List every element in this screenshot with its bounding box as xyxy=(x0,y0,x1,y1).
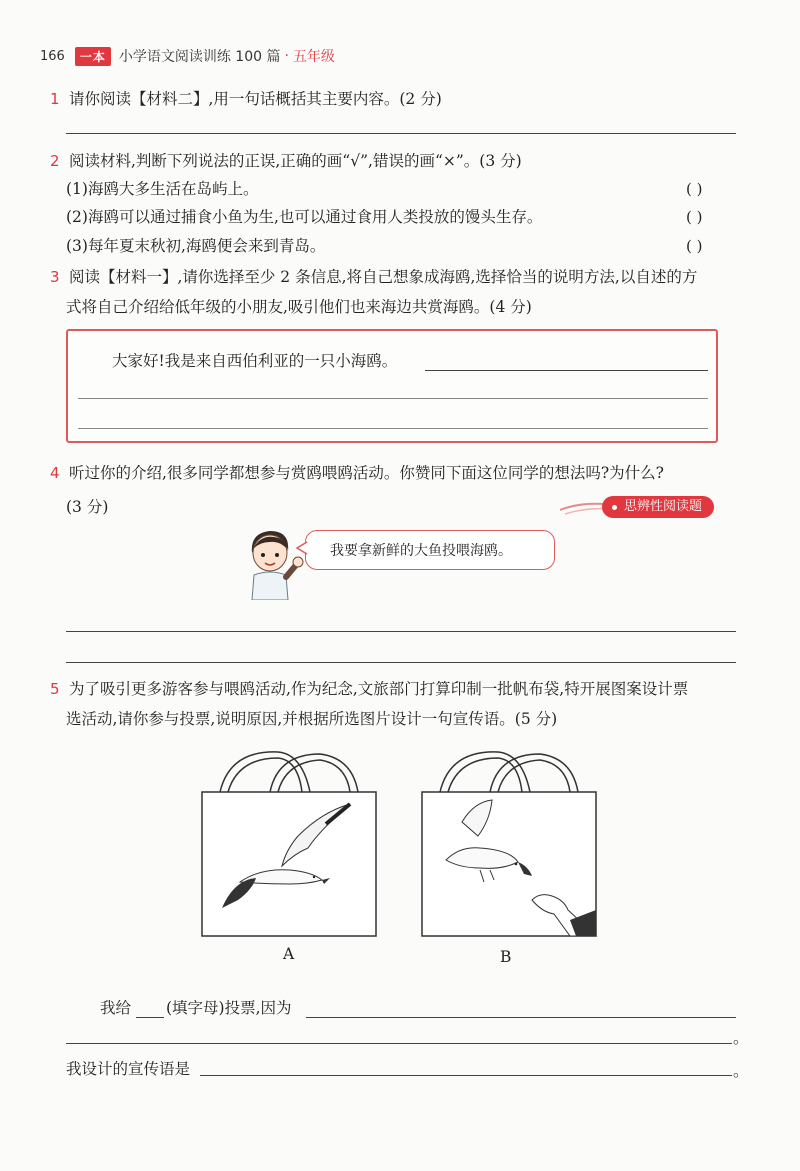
boy-illustration-icon xyxy=(240,525,310,600)
tote-bag-a-icon[interactable] xyxy=(200,750,380,940)
reason-line-1[interactable] xyxy=(306,1017,736,1018)
judgment-paren-3[interactable]: ( ) xyxy=(686,237,703,255)
tote-bag-b-icon[interactable] xyxy=(420,750,600,940)
slogan-line[interactable] xyxy=(200,1075,732,1076)
box-line-3[interactable] xyxy=(78,428,708,429)
answer-line-q1[interactable] xyxy=(66,133,736,134)
speech-text: 我要拿新鲜的大鱼投喂海鸥。 xyxy=(330,543,512,559)
question-number: 1 xyxy=(50,90,60,108)
critical-reading-tag: 思辨性阅读题 xyxy=(602,496,714,518)
question-text-line2: 选活动,请你参与投票,说明原因,并根据所选图片设计一句宣传语。(5 分) xyxy=(66,710,558,728)
question-1 xyxy=(50,88,442,110)
option-b-label: B xyxy=(500,948,512,966)
judgment-item-1: (1)海鸥大多生活在岛屿上。 xyxy=(66,180,259,198)
vote-middle-text: (填字母)投票,因为 xyxy=(166,999,292,1017)
question-number: 4 xyxy=(50,464,60,482)
question-number: 2 xyxy=(50,152,60,170)
question-5 xyxy=(50,678,688,700)
judgment-item-3: (3)每年夏末秋初,海鸥便会来到青岛。 xyxy=(66,237,326,255)
page-number: 166 xyxy=(40,48,65,64)
slogan-prefix: 我设计的宣传语是 xyxy=(66,1060,191,1078)
box-line-2[interactable] xyxy=(78,398,708,399)
option-a-label: A xyxy=(283,945,295,963)
question-text-line1: 听过你的介绍,很多同学都想参与赏鸥喂鸥活动。你赞同下面这位同学的想法吗?为什么? xyxy=(68,464,664,482)
judgment-paren-2[interactable]: ( ) xyxy=(686,208,703,226)
title-separator: · xyxy=(284,48,289,64)
question-text-line2: 式将自己介绍给低年级的小朋友,吸引他们也来海边共赏海鸥。(4 分) xyxy=(66,298,532,316)
box-opening-sentence: 大家好!我是来自西伯利亚的一只小海鸥。 xyxy=(112,352,398,370)
judgment-paren-1[interactable]: ( ) xyxy=(686,180,703,198)
question-number: 3 xyxy=(50,268,60,286)
answer-line-q4-2[interactable] xyxy=(66,662,736,663)
question-4 xyxy=(50,462,664,484)
book-logo: 一本 xyxy=(75,47,111,66)
question-text-line2: (3 分) xyxy=(66,498,109,516)
question-text-line1: 阅读【材料一】,请你选择至少 2 条信息,将自己想象成海鸥,选择恰当的说明方法,以自述的方 xyxy=(68,268,698,286)
book-title: 小学语文阅读训练 100 篇 xyxy=(118,49,281,65)
question-text: 阅读材料,判断下列说法的正误,正确的画“√”,错误的画“×”。(3 分) xyxy=(68,152,522,170)
question-number: 5 xyxy=(50,680,60,698)
reason-line-2[interactable] xyxy=(66,1043,732,1044)
letter-blank[interactable] xyxy=(136,1017,164,1018)
vote-prefix: 我给 xyxy=(100,999,132,1017)
question-3 xyxy=(50,266,697,288)
answer-line-q4-1[interactable] xyxy=(66,631,736,632)
page-header xyxy=(40,45,335,67)
slogan-end-mark: 。 xyxy=(733,1062,749,1080)
judgment-item-2: (2)海鸥可以通过捕食小鱼为生,也可以通过食用人类投放的馒头生存。 xyxy=(66,208,543,226)
speech-bubble-tail-icon xyxy=(296,540,308,556)
self-introduction-box[interactable] xyxy=(66,329,718,443)
question-text: 请你阅读【材料二】,用一句话概括其主要内容。(2 分) xyxy=(68,90,442,108)
box-line-1[interactable] xyxy=(425,370,708,371)
reason-end-mark: 。 xyxy=(733,1029,749,1047)
book-grade: 五年级 xyxy=(292,49,335,65)
question-2 xyxy=(50,150,522,172)
question-text-line1: 为了吸引更多游客参与喂鸥活动,作为纪念,文旅部门打算印制一批帆布袋,特开展图案设计票 xyxy=(68,680,689,698)
